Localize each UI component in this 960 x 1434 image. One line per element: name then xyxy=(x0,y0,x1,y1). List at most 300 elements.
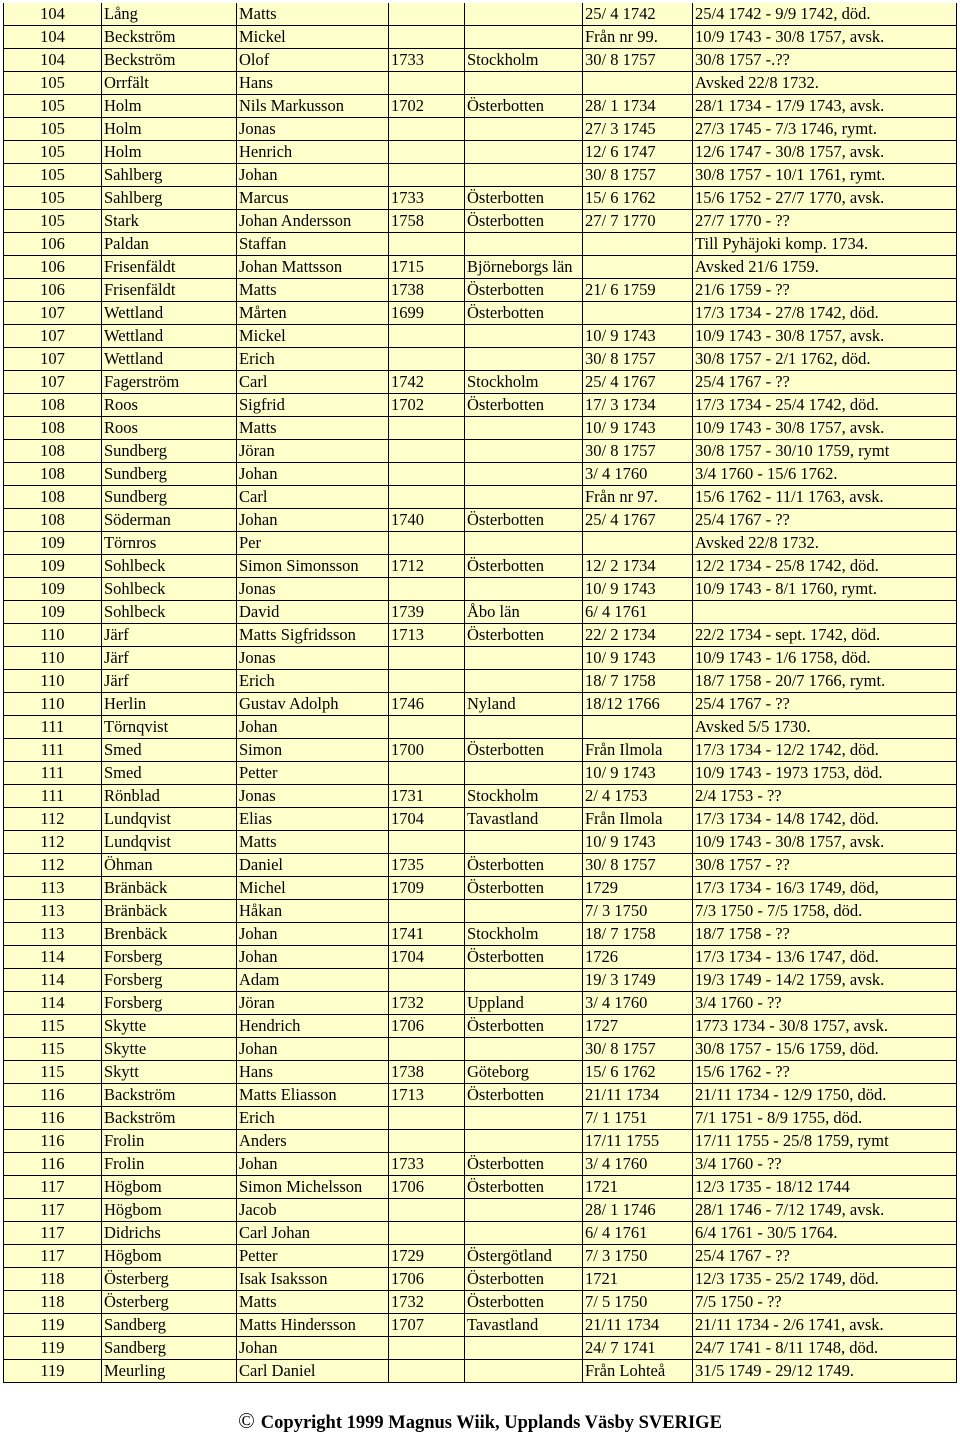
service-period-cell: Avsked 21/6 1759. xyxy=(693,256,957,279)
given-name-cell: Johan xyxy=(237,1038,389,1061)
enlist-date-cell: 6/ 4 1761 xyxy=(583,601,693,624)
service-period-cell: 21/6 1759 - ?? xyxy=(693,279,957,302)
surname-cell: Järf xyxy=(102,624,237,647)
service-period-cell: 18/7 1758 - 20/7 1766, rymt. xyxy=(693,670,957,693)
given-name-cell: Jonas xyxy=(237,578,389,601)
birth-year-cell xyxy=(389,440,465,463)
surname-cell: Beckström xyxy=(102,26,237,49)
table-row xyxy=(4,1222,957,1245)
service-period-cell: 31/5 1749 - 29/12 1749. xyxy=(693,1360,957,1383)
roll-number-cell: 108 xyxy=(4,509,102,532)
enlist-date-cell: 17/ 3 1734 xyxy=(583,394,693,417)
birth-year-cell: 1741 xyxy=(389,923,465,946)
roll-number-cell: 119 xyxy=(4,1314,102,1337)
surname-cell: Brenbäck xyxy=(102,923,237,946)
given-name-cell: Jöran xyxy=(237,440,389,463)
origin-cell: Österbotten xyxy=(465,1015,583,1038)
surname-cell: Österberg xyxy=(102,1268,237,1291)
origin-cell: Österbotten xyxy=(465,1176,583,1199)
given-name-cell: Johan xyxy=(237,946,389,969)
service-period-cell: 10/9 1743 - 30/8 1757, avsk. xyxy=(693,831,957,854)
service-period-cell: 10/9 1743 - 1973 1753, död. xyxy=(693,762,957,785)
enlist-date-cell: 1726 xyxy=(583,946,693,969)
origin-cell: Österbotten xyxy=(465,877,583,900)
birth-year-cell: 1738 xyxy=(389,1061,465,1084)
surname-cell: Högbom xyxy=(102,1199,237,1222)
enlist-date-cell: 30/ 8 1757 xyxy=(583,348,693,371)
origin-cell xyxy=(465,969,583,992)
roll-number-cell: 108 xyxy=(4,417,102,440)
given-name-cell: Johan Mattsson xyxy=(237,256,389,279)
birth-year-cell: 1704 xyxy=(389,946,465,969)
birth-year-cell: 1704 xyxy=(389,808,465,831)
service-period-cell: 17/3 1734 - 27/8 1742, död. xyxy=(693,302,957,325)
table-row xyxy=(4,601,957,624)
roll-number-cell: 113 xyxy=(4,877,102,900)
roll-number-cell: 110 xyxy=(4,647,102,670)
given-name-cell: Erich xyxy=(237,670,389,693)
roll-number-cell: 118 xyxy=(4,1291,102,1314)
origin-cell xyxy=(465,26,583,49)
given-name-cell: Jonas xyxy=(237,785,389,808)
roll-number-cell: 113 xyxy=(4,900,102,923)
surname-cell: Skytt xyxy=(102,1061,237,1084)
given-name-cell: Carl xyxy=(237,486,389,509)
surname-cell: Meurling xyxy=(102,1360,237,1383)
table-row xyxy=(4,739,957,762)
origin-cell xyxy=(465,72,583,95)
enlist-date-cell: 28/ 1 1734 xyxy=(583,95,693,118)
service-period-cell: 28/1 1746 - 7/12 1749, avsk. xyxy=(693,1199,957,1222)
origin-cell: Österbotten xyxy=(465,739,583,762)
service-period-cell: 10/9 1743 - 30/8 1757, avsk. xyxy=(693,417,957,440)
surname-cell: Wettland xyxy=(102,302,237,325)
roll-number-cell: 111 xyxy=(4,785,102,808)
roll-number-cell: 105 xyxy=(4,72,102,95)
surname-cell: Forsberg xyxy=(102,946,237,969)
origin-cell: Österbotten xyxy=(465,302,583,325)
roll-number-cell: 111 xyxy=(4,716,102,739)
service-period-cell: 15/6 1752 - 27/7 1770, avsk. xyxy=(693,187,957,210)
table-row xyxy=(4,1360,957,1383)
surname-cell: Bränbäck xyxy=(102,877,237,900)
birth-year-cell xyxy=(389,1337,465,1360)
table-row xyxy=(4,808,957,831)
table-row xyxy=(4,440,957,463)
given-name-cell: Gustav Adolph xyxy=(237,693,389,716)
table-row xyxy=(4,1015,957,1038)
service-period-cell: 17/3 1734 - 13/6 1747, död. xyxy=(693,946,957,969)
surname-cell: Sohlbeck xyxy=(102,601,237,624)
given-name-cell: Staffan xyxy=(237,233,389,256)
enlist-date-cell: 6/ 4 1761 xyxy=(583,1222,693,1245)
service-period-cell: 28/1 1734 - 17/9 1743, avsk. xyxy=(693,95,957,118)
given-name-cell: Anders xyxy=(237,1130,389,1153)
roll-number-cell: 113 xyxy=(4,923,102,946)
service-period-cell: 15/6 1762 - ?? xyxy=(693,1061,957,1084)
origin-cell: Tavastland xyxy=(465,808,583,831)
birth-year-cell: 1713 xyxy=(389,624,465,647)
given-name-cell: Matts xyxy=(237,831,389,854)
given-name-cell: Johan xyxy=(237,509,389,532)
birth-year-cell xyxy=(389,1130,465,1153)
origin-cell: Österbotten xyxy=(465,854,583,877)
enlist-date-cell: 19/ 3 1749 xyxy=(583,969,693,992)
given-name-cell: Jonas xyxy=(237,118,389,141)
given-name-cell: Erich xyxy=(237,348,389,371)
given-name-cell: Johan xyxy=(237,1337,389,1360)
roll-number-cell: 108 xyxy=(4,486,102,509)
enlist-date-cell: 25/ 4 1767 xyxy=(583,371,693,394)
birth-year-cell xyxy=(389,831,465,854)
surname-cell: Wettland xyxy=(102,348,237,371)
surname-cell: Sahlberg xyxy=(102,187,237,210)
service-period-cell: 18/7 1758 - ?? xyxy=(693,923,957,946)
service-period-cell: 6/4 1761 - 30/5 1764. xyxy=(693,1222,957,1245)
enlist-date-cell: 30/ 8 1757 xyxy=(583,164,693,187)
service-period-cell: 3/4 1760 - ?? xyxy=(693,992,957,1015)
enlist-date-cell: 1727 xyxy=(583,1015,693,1038)
roll-number-cell: 107 xyxy=(4,325,102,348)
given-name-cell: Hans xyxy=(237,1061,389,1084)
surname-cell: Frisenfäldt xyxy=(102,256,237,279)
roll-number-cell: 114 xyxy=(4,946,102,969)
table-row xyxy=(4,624,957,647)
roll-number-cell: 110 xyxy=(4,624,102,647)
table-row xyxy=(4,1199,957,1222)
birth-year-cell: 1715 xyxy=(389,256,465,279)
table-row xyxy=(4,187,957,210)
table-row xyxy=(4,693,957,716)
roll-number-cell: 117 xyxy=(4,1245,102,1268)
birth-year-cell xyxy=(389,141,465,164)
origin-cell xyxy=(465,647,583,670)
service-period-cell: 3/4 1760 - 15/6 1762. xyxy=(693,463,957,486)
birth-year-cell: 1746 xyxy=(389,693,465,716)
enlist-date-cell: 3/ 4 1760 xyxy=(583,463,693,486)
given-name-cell: Petter xyxy=(237,762,389,785)
service-period-cell: 30/8 1757 - 2/1 1762, död. xyxy=(693,348,957,371)
origin-cell xyxy=(465,1222,583,1245)
enlist-date-cell: 15/ 6 1762 xyxy=(583,187,693,210)
table-row xyxy=(4,1176,957,1199)
table-row xyxy=(4,1107,957,1130)
enlist-date-cell xyxy=(583,302,693,325)
surname-cell: Backström xyxy=(102,1107,237,1130)
table-row xyxy=(4,532,957,555)
service-period-cell: 2/4 1753 - ?? xyxy=(693,785,957,808)
surname-cell: Högbom xyxy=(102,1245,237,1268)
origin-cell: Österbotten xyxy=(465,555,583,578)
table-row xyxy=(4,509,957,532)
service-period-cell: 10/9 1743 - 30/8 1757, avsk. xyxy=(693,325,957,348)
copyright-text: Copyright 1999 Magnus Wiik, Upplands Väsby SVERIGE xyxy=(260,1413,722,1433)
origin-cell xyxy=(465,900,583,923)
enlist-date-cell: Från Lohteå xyxy=(583,1360,693,1383)
birth-year-cell xyxy=(389,578,465,601)
enlist-date-cell: 25/ 4 1767 xyxy=(583,509,693,532)
enlist-date-cell: 10/ 9 1743 xyxy=(583,762,693,785)
service-period-cell: Avsked 22/8 1732. xyxy=(693,532,957,555)
table-row xyxy=(4,49,957,72)
origin-cell xyxy=(465,578,583,601)
birth-year-cell xyxy=(389,463,465,486)
roll-body xyxy=(4,3,957,1383)
given-name-cell: Mickel xyxy=(237,325,389,348)
origin-cell: Österbotten xyxy=(465,624,583,647)
enlist-date-cell: 1721 xyxy=(583,1268,693,1291)
table-row xyxy=(4,95,957,118)
birth-year-cell xyxy=(389,1107,465,1130)
given-name-cell: Matts xyxy=(237,279,389,302)
roll-number-cell: 110 xyxy=(4,693,102,716)
roll-number-cell: 106 xyxy=(4,279,102,302)
birth-year-cell xyxy=(389,532,465,555)
birth-year-cell xyxy=(389,716,465,739)
birth-year-cell: 1733 xyxy=(389,187,465,210)
given-name-cell: Mickel xyxy=(237,26,389,49)
roll-number-cell: 115 xyxy=(4,1061,102,1084)
birth-year-cell: 1706 xyxy=(389,1268,465,1291)
service-period-cell: 17/11 1755 - 25/8 1759, rymt xyxy=(693,1130,957,1153)
roll-number-cell: 105 xyxy=(4,95,102,118)
origin-cell xyxy=(465,486,583,509)
roll-number-cell: 112 xyxy=(4,831,102,854)
birth-year-cell xyxy=(389,3,465,26)
service-period-cell: 12/3 1735 - 25/2 1749, död. xyxy=(693,1268,957,1291)
birth-year-cell: 1735 xyxy=(389,854,465,877)
enlist-date-cell: 7/ 5 1750 xyxy=(583,1291,693,1314)
roll-number-cell: 105 xyxy=(4,187,102,210)
birth-year-cell xyxy=(389,164,465,187)
enlist-date-cell: 28/ 1 1746 xyxy=(583,1199,693,1222)
origin-cell: Österbotten xyxy=(465,509,583,532)
roll-number-cell: 105 xyxy=(4,164,102,187)
service-period-cell: 10/9 1743 - 1/6 1758, död. xyxy=(693,647,957,670)
service-period-cell: 10/9 1743 - 8/1 1760, rymt. xyxy=(693,578,957,601)
service-period-cell: 30/8 1757 - 10/1 1761, rymt. xyxy=(693,164,957,187)
origin-cell xyxy=(465,831,583,854)
birth-year-cell: 1758 xyxy=(389,210,465,233)
given-name-cell: Hans xyxy=(237,72,389,95)
table-row xyxy=(4,1130,957,1153)
origin-cell: Österbotten xyxy=(465,1268,583,1291)
given-name-cell: Simon xyxy=(237,739,389,762)
service-period-cell: Avsked 5/5 1730. xyxy=(693,716,957,739)
surname-cell: Forsberg xyxy=(102,992,237,1015)
surname-cell: Sandberg xyxy=(102,1314,237,1337)
given-name-cell: Petter xyxy=(237,1245,389,1268)
origin-cell xyxy=(465,716,583,739)
enlist-date-cell: 27/ 7 1770 xyxy=(583,210,693,233)
roll-number-cell: 118 xyxy=(4,1268,102,1291)
birth-year-cell: 1742 xyxy=(389,371,465,394)
given-name-cell: Johan xyxy=(237,1153,389,1176)
roll-number-cell: 105 xyxy=(4,210,102,233)
table-row xyxy=(4,164,957,187)
service-period-cell: 7/3 1750 - 7/5 1758, död. xyxy=(693,900,957,923)
roll-number-cell: 107 xyxy=(4,371,102,394)
enlist-date-cell: Från Ilmola xyxy=(583,808,693,831)
given-name-cell: Adam xyxy=(237,969,389,992)
origin-cell xyxy=(465,325,583,348)
given-name-cell: Jonas xyxy=(237,647,389,670)
service-period-cell: 30/8 1757 - ?? xyxy=(693,854,957,877)
given-name-cell: Simon Simonsson xyxy=(237,555,389,578)
table-row xyxy=(4,1153,957,1176)
surname-cell: Smed xyxy=(102,739,237,762)
given-name-cell: Hendrich xyxy=(237,1015,389,1038)
table-row xyxy=(4,3,957,26)
table-row xyxy=(4,854,957,877)
origin-cell: Österbotten xyxy=(465,95,583,118)
given-name-cell: Matts xyxy=(237,1291,389,1314)
birth-year-cell: 1732 xyxy=(389,1291,465,1314)
table-row xyxy=(4,233,957,256)
birth-year-cell: 1702 xyxy=(389,95,465,118)
enlist-date-cell: 17/11 1755 xyxy=(583,1130,693,1153)
enlist-date-cell: 12/ 6 1747 xyxy=(583,141,693,164)
surname-cell: Sahlberg xyxy=(102,164,237,187)
enlist-date-cell: 21/11 1734 xyxy=(583,1084,693,1107)
origin-cell xyxy=(465,1337,583,1360)
table-row xyxy=(4,210,957,233)
surname-cell: Stark xyxy=(102,210,237,233)
roll-number-cell: 116 xyxy=(4,1107,102,1130)
service-period-cell: 7/1 1751 - 8/9 1755, död. xyxy=(693,1107,957,1130)
given-name-cell: Johan xyxy=(237,923,389,946)
service-period-cell: 27/7 1770 - ?? xyxy=(693,210,957,233)
origin-cell: Stockholm xyxy=(465,49,583,72)
origin-cell xyxy=(465,1107,583,1130)
service-period-cell: 17/3 1734 - 14/8 1742, död. xyxy=(693,808,957,831)
origin-cell: Göteborg xyxy=(465,1061,583,1084)
roll-number-cell: 111 xyxy=(4,739,102,762)
service-period-cell: 17/3 1734 - 16/3 1749, död, xyxy=(693,877,957,900)
table-row xyxy=(4,279,957,302)
enlist-date-cell: Från nr 97. xyxy=(583,486,693,509)
service-period-cell: 22/2 1734 - sept. 1742, död. xyxy=(693,624,957,647)
roll-number-cell: 109 xyxy=(4,532,102,555)
origin-cell xyxy=(465,118,583,141)
enlist-date-cell xyxy=(583,233,693,256)
enlist-date-cell: Från nr 99. xyxy=(583,26,693,49)
table-row xyxy=(4,463,957,486)
service-period-cell: 21/11 1734 - 2/6 1741, avsk. xyxy=(693,1314,957,1337)
enlist-date-cell: 30/ 8 1757 xyxy=(583,49,693,72)
given-name-cell: Marcus xyxy=(237,187,389,210)
origin-cell xyxy=(465,1360,583,1383)
service-period-cell: 25/4 1767 - ?? xyxy=(693,693,957,716)
table-row xyxy=(4,256,957,279)
table-row xyxy=(4,647,957,670)
given-name-cell: Henrich xyxy=(237,141,389,164)
roll-number-cell: 117 xyxy=(4,1222,102,1245)
enlist-date-cell xyxy=(583,256,693,279)
surname-cell: Herlin xyxy=(102,693,237,716)
table-row xyxy=(4,992,957,1015)
birth-year-cell: 1739 xyxy=(389,601,465,624)
roll-number-cell: 114 xyxy=(4,992,102,1015)
birth-year-cell xyxy=(389,417,465,440)
table-row xyxy=(4,1268,957,1291)
origin-cell xyxy=(465,1130,583,1153)
surname-cell: Lång xyxy=(102,3,237,26)
surname-cell: Backström xyxy=(102,1084,237,1107)
enlist-date-cell: 3/ 4 1760 xyxy=(583,992,693,1015)
given-name-cell: Mårten xyxy=(237,302,389,325)
table-row xyxy=(4,670,957,693)
copyright-icon: © xyxy=(238,1408,255,1433)
enlist-date-cell: 7/ 1 1751 xyxy=(583,1107,693,1130)
birth-year-cell: 1706 xyxy=(389,1015,465,1038)
origin-cell: Österbotten xyxy=(465,210,583,233)
table-row xyxy=(4,831,957,854)
surname-cell: Paldan xyxy=(102,233,237,256)
origin-cell xyxy=(465,1199,583,1222)
origin-cell: Österbotten xyxy=(465,1153,583,1176)
service-period-cell: Till Pyhäjoki komp. 1734. xyxy=(693,233,957,256)
table-row xyxy=(4,1314,957,1337)
roll-number-cell: 114 xyxy=(4,969,102,992)
given-name-cell: Sigfrid xyxy=(237,394,389,417)
service-period-cell: 27/3 1745 - 7/3 1746, rymt. xyxy=(693,118,957,141)
table-row xyxy=(4,578,957,601)
service-period-cell: 12/3 1735 - 18/12 1744 xyxy=(693,1176,957,1199)
table-row xyxy=(4,1337,957,1360)
roll-number-cell: 107 xyxy=(4,302,102,325)
surname-cell: Lundqvist xyxy=(102,831,237,854)
surname-cell: Didrichs xyxy=(102,1222,237,1245)
table-row xyxy=(4,1291,957,1314)
birth-year-cell: 1732 xyxy=(389,992,465,1015)
given-name-cell: Olof xyxy=(237,49,389,72)
service-period-cell: 12/6 1747 - 30/8 1757, avsk. xyxy=(693,141,957,164)
soldier-roll-table xyxy=(3,3,957,1383)
origin-cell: Österbotten xyxy=(465,279,583,302)
birth-year-cell xyxy=(389,486,465,509)
roll-number-cell: 116 xyxy=(4,1130,102,1153)
surname-cell: Smed xyxy=(102,762,237,785)
table-row xyxy=(4,555,957,578)
surname-cell: Frolin xyxy=(102,1130,237,1153)
surname-cell: Lundqvist xyxy=(102,808,237,831)
enlist-date-cell: 1721 xyxy=(583,1176,693,1199)
birth-year-cell xyxy=(389,1360,465,1383)
table-row xyxy=(4,716,957,739)
enlist-date-cell: 10/ 9 1743 xyxy=(583,578,693,601)
enlist-date-cell xyxy=(583,72,693,95)
surname-cell: Skytte xyxy=(102,1015,237,1038)
surname-cell: Sundberg xyxy=(102,486,237,509)
birth-year-cell: 1700 xyxy=(389,739,465,762)
given-name-cell: Isak Isaksson xyxy=(237,1268,389,1291)
surname-cell: Orrfält xyxy=(102,72,237,95)
service-period-cell: 30/8 1757 -.?? xyxy=(693,49,957,72)
given-name-cell: Carl Johan xyxy=(237,1222,389,1245)
given-name-cell: Carl xyxy=(237,371,389,394)
origin-cell: Uppland xyxy=(465,992,583,1015)
table-row xyxy=(4,394,957,417)
given-name-cell: Johan xyxy=(237,164,389,187)
origin-cell: Österbotten xyxy=(465,946,583,969)
enlist-date-cell: 7/ 3 1750 xyxy=(583,900,693,923)
enlist-date-cell: 18/12 1766 xyxy=(583,693,693,716)
copyright-footer xyxy=(0,1408,960,1434)
origin-cell xyxy=(465,440,583,463)
given-name-cell: Carl Daniel xyxy=(237,1360,389,1383)
given-name-cell: David xyxy=(237,601,389,624)
